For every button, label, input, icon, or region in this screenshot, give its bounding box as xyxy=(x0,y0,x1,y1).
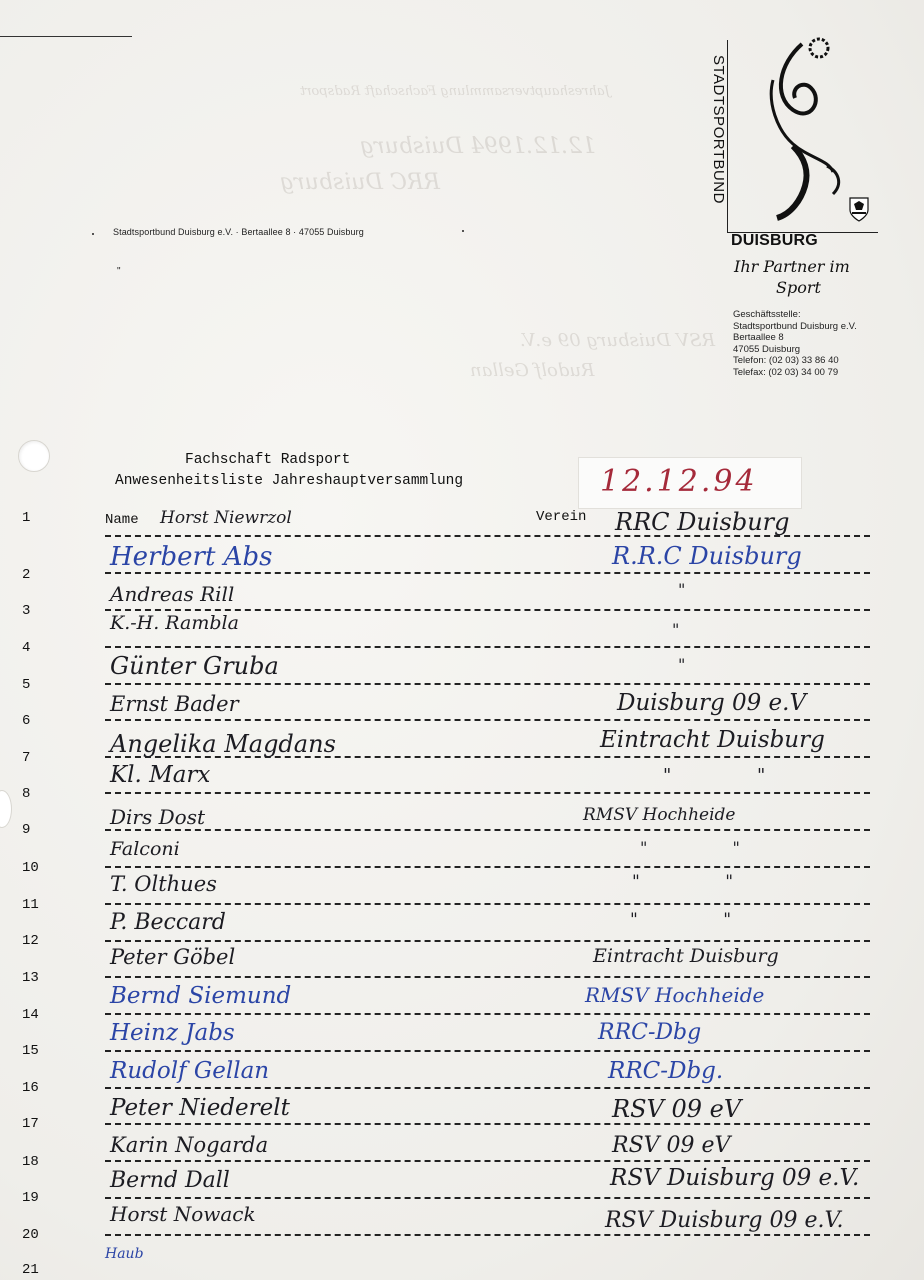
attendee-name: Horst Niewrzol xyxy=(160,508,292,528)
attendee-name: Ernst Bader xyxy=(110,692,239,716)
top-rule xyxy=(0,36,132,37)
logo-tagline-1: Ihr Partner im xyxy=(734,257,850,276)
punch-hole-edge xyxy=(0,790,12,828)
attendee-name: Karin Nogarda xyxy=(110,1133,269,1157)
meeting-date: 12.12.94 xyxy=(600,464,758,499)
row-number: 17 xyxy=(22,1116,39,1132)
attendee-verein: RMSV Hochheide xyxy=(583,805,736,825)
attendee-verein: RSV 09 eV xyxy=(612,1095,742,1123)
attendee-name: Peter Niederelt xyxy=(110,1095,290,1121)
form-subtitle: Anwesenheitsliste Jahreshauptversammlung xyxy=(115,473,464,489)
signature-line xyxy=(105,719,870,721)
attendee-name: Peter Göbel xyxy=(110,945,236,969)
office-address xyxy=(733,309,857,379)
bullet-dot xyxy=(92,233,94,235)
signature-line xyxy=(105,1234,870,1236)
address-line: Bertaallee 8 xyxy=(733,332,784,344)
row-number: 21 xyxy=(22,1262,39,1278)
attendee-name: Herbert Abs xyxy=(110,542,273,572)
attendee-verein: RRC-Dbg. xyxy=(608,1058,724,1084)
row-number: 7 xyxy=(22,750,31,766)
attendee-name: Dirs Dost xyxy=(110,805,205,829)
logo-vertical-text: STADTSPORTBUND xyxy=(710,55,727,204)
row-number: 19 xyxy=(22,1190,39,1206)
attendee-verein: " " xyxy=(632,872,774,892)
attendee-name: K.-H. Rambla xyxy=(110,612,239,634)
signature-line xyxy=(105,1160,870,1162)
attendee-name: Heinz Jabs xyxy=(110,1020,235,1046)
logo-tagline xyxy=(734,256,884,298)
signature-line xyxy=(105,1050,870,1052)
attendee-verein: RSV Duisburg 09 e.V. xyxy=(610,1165,860,1191)
attendee-name: Angelika Magdans xyxy=(110,730,336,758)
row-number: 8 xyxy=(22,786,31,802)
bleed-through-text: RSV Duisburg 09 e.V. xyxy=(520,330,716,351)
attendee-name: Horst Nowack xyxy=(110,1202,256,1226)
signature-line xyxy=(105,1013,870,1015)
attendee-verein: " xyxy=(678,580,726,599)
attendee-name: P. Beccard xyxy=(110,910,226,935)
row-number: 16 xyxy=(22,1080,39,1096)
bleed-through-text: RRC Duisburg xyxy=(280,170,440,195)
signature-line xyxy=(105,866,870,868)
name-column-header: Name xyxy=(105,512,139,528)
attendee-name: Bernd Dall xyxy=(110,1168,230,1193)
attendee-name: Bernd Siemund xyxy=(110,983,292,1009)
attendee-verein: R.R.C Duisburg xyxy=(612,542,802,570)
signature-line xyxy=(105,903,870,905)
attendee-name: Günter Gruba xyxy=(110,652,279,680)
signature-line xyxy=(105,792,870,794)
row-number: 20 xyxy=(22,1227,39,1243)
sender-line: Stadtsportbund Duisburg e.V. · Bertaallee 8 · 47055 Duisburg xyxy=(113,227,364,237)
address-line: Telefax: (02 03) 34 00 79 xyxy=(733,366,839,378)
address-line: Geschäftsstelle: xyxy=(733,309,801,320)
attendee-verein: Eintracht Duisburg xyxy=(593,945,779,967)
row-number: 2 xyxy=(22,567,31,583)
signature-line xyxy=(105,572,870,574)
attendee-verein: " xyxy=(678,655,726,674)
attendee-verein: RMSV Hochheide xyxy=(585,983,765,1007)
bleed-through-text: Jahreshauptversammlung Fachschaft Radsport xyxy=(300,84,610,99)
signature-line xyxy=(105,940,870,942)
attendee-name: Haub xyxy=(105,1246,144,1262)
attendee-verein: RSV 09 eV xyxy=(612,1133,731,1158)
attendee-verein: " xyxy=(672,620,720,639)
attendee-name: Falconi xyxy=(110,838,180,860)
attendee-verein: Eintracht Duisburg xyxy=(600,727,825,753)
bleed-through-text: Rudolf Gellan xyxy=(470,360,595,381)
signature-line xyxy=(105,829,870,831)
address-line: 47055 Duisburg xyxy=(733,343,801,355)
row-number: 10 xyxy=(22,860,39,876)
form-title: Fachschaft Radsport xyxy=(185,452,351,468)
signature-line xyxy=(105,609,870,611)
attendee-name: Andreas Rill xyxy=(110,582,235,606)
logo-tagline-2: Sport xyxy=(776,278,821,297)
row-number: 5 xyxy=(22,677,31,693)
address-line: Stadtsportbund Duisburg e.V. xyxy=(733,320,857,332)
attendee-verein: Duisburg 09 e.V xyxy=(617,690,807,716)
row-number: 6 xyxy=(22,713,31,729)
attendee-verein: RRC Duisburg xyxy=(615,508,790,536)
row-number: 18 xyxy=(22,1154,39,1170)
row-number: 13 xyxy=(22,970,39,986)
address-line: Telefon: (02 03) 33 86 40 xyxy=(733,355,839,367)
signature-line xyxy=(105,1087,870,1089)
attendee-verein: RRC-Dbg xyxy=(598,1020,702,1045)
row-number: 11 xyxy=(22,897,39,913)
attendee-name: Rudolf Gellan xyxy=(110,1058,270,1084)
row-number: 9 xyxy=(22,822,31,838)
row-number: 15 xyxy=(22,1043,39,1059)
attendee-name: T. Olthues xyxy=(110,872,217,896)
bullet-dot xyxy=(462,230,464,232)
attendee-verein: RSV Duisburg 09 e.V. xyxy=(605,1208,844,1233)
row-number: 14 xyxy=(22,1007,39,1023)
bleed-through-text: 12.12.1994 Duisburg xyxy=(360,134,596,159)
logo-name: DUISBURG xyxy=(731,232,818,249)
attendee-verein: " " xyxy=(630,910,772,930)
row-number: 4 xyxy=(22,640,31,656)
row-number: 1 xyxy=(22,510,31,526)
punch-hole xyxy=(18,440,50,472)
verein-column-header: Verein xyxy=(536,509,587,525)
row-number: 12 xyxy=(22,933,39,949)
signature-line xyxy=(105,683,870,685)
signature-line xyxy=(105,1123,870,1125)
attendee-verein: " " xyxy=(640,838,780,857)
row-number: 3 xyxy=(22,603,31,619)
attendee-name: Kl. Marx xyxy=(110,762,211,788)
attendee-verein: " " xyxy=(663,765,806,786)
signature-line xyxy=(105,646,870,648)
address-mark: " xyxy=(117,266,121,277)
city-crest-icon xyxy=(848,196,870,222)
signature-line xyxy=(105,1197,870,1199)
signature-line xyxy=(105,976,870,978)
